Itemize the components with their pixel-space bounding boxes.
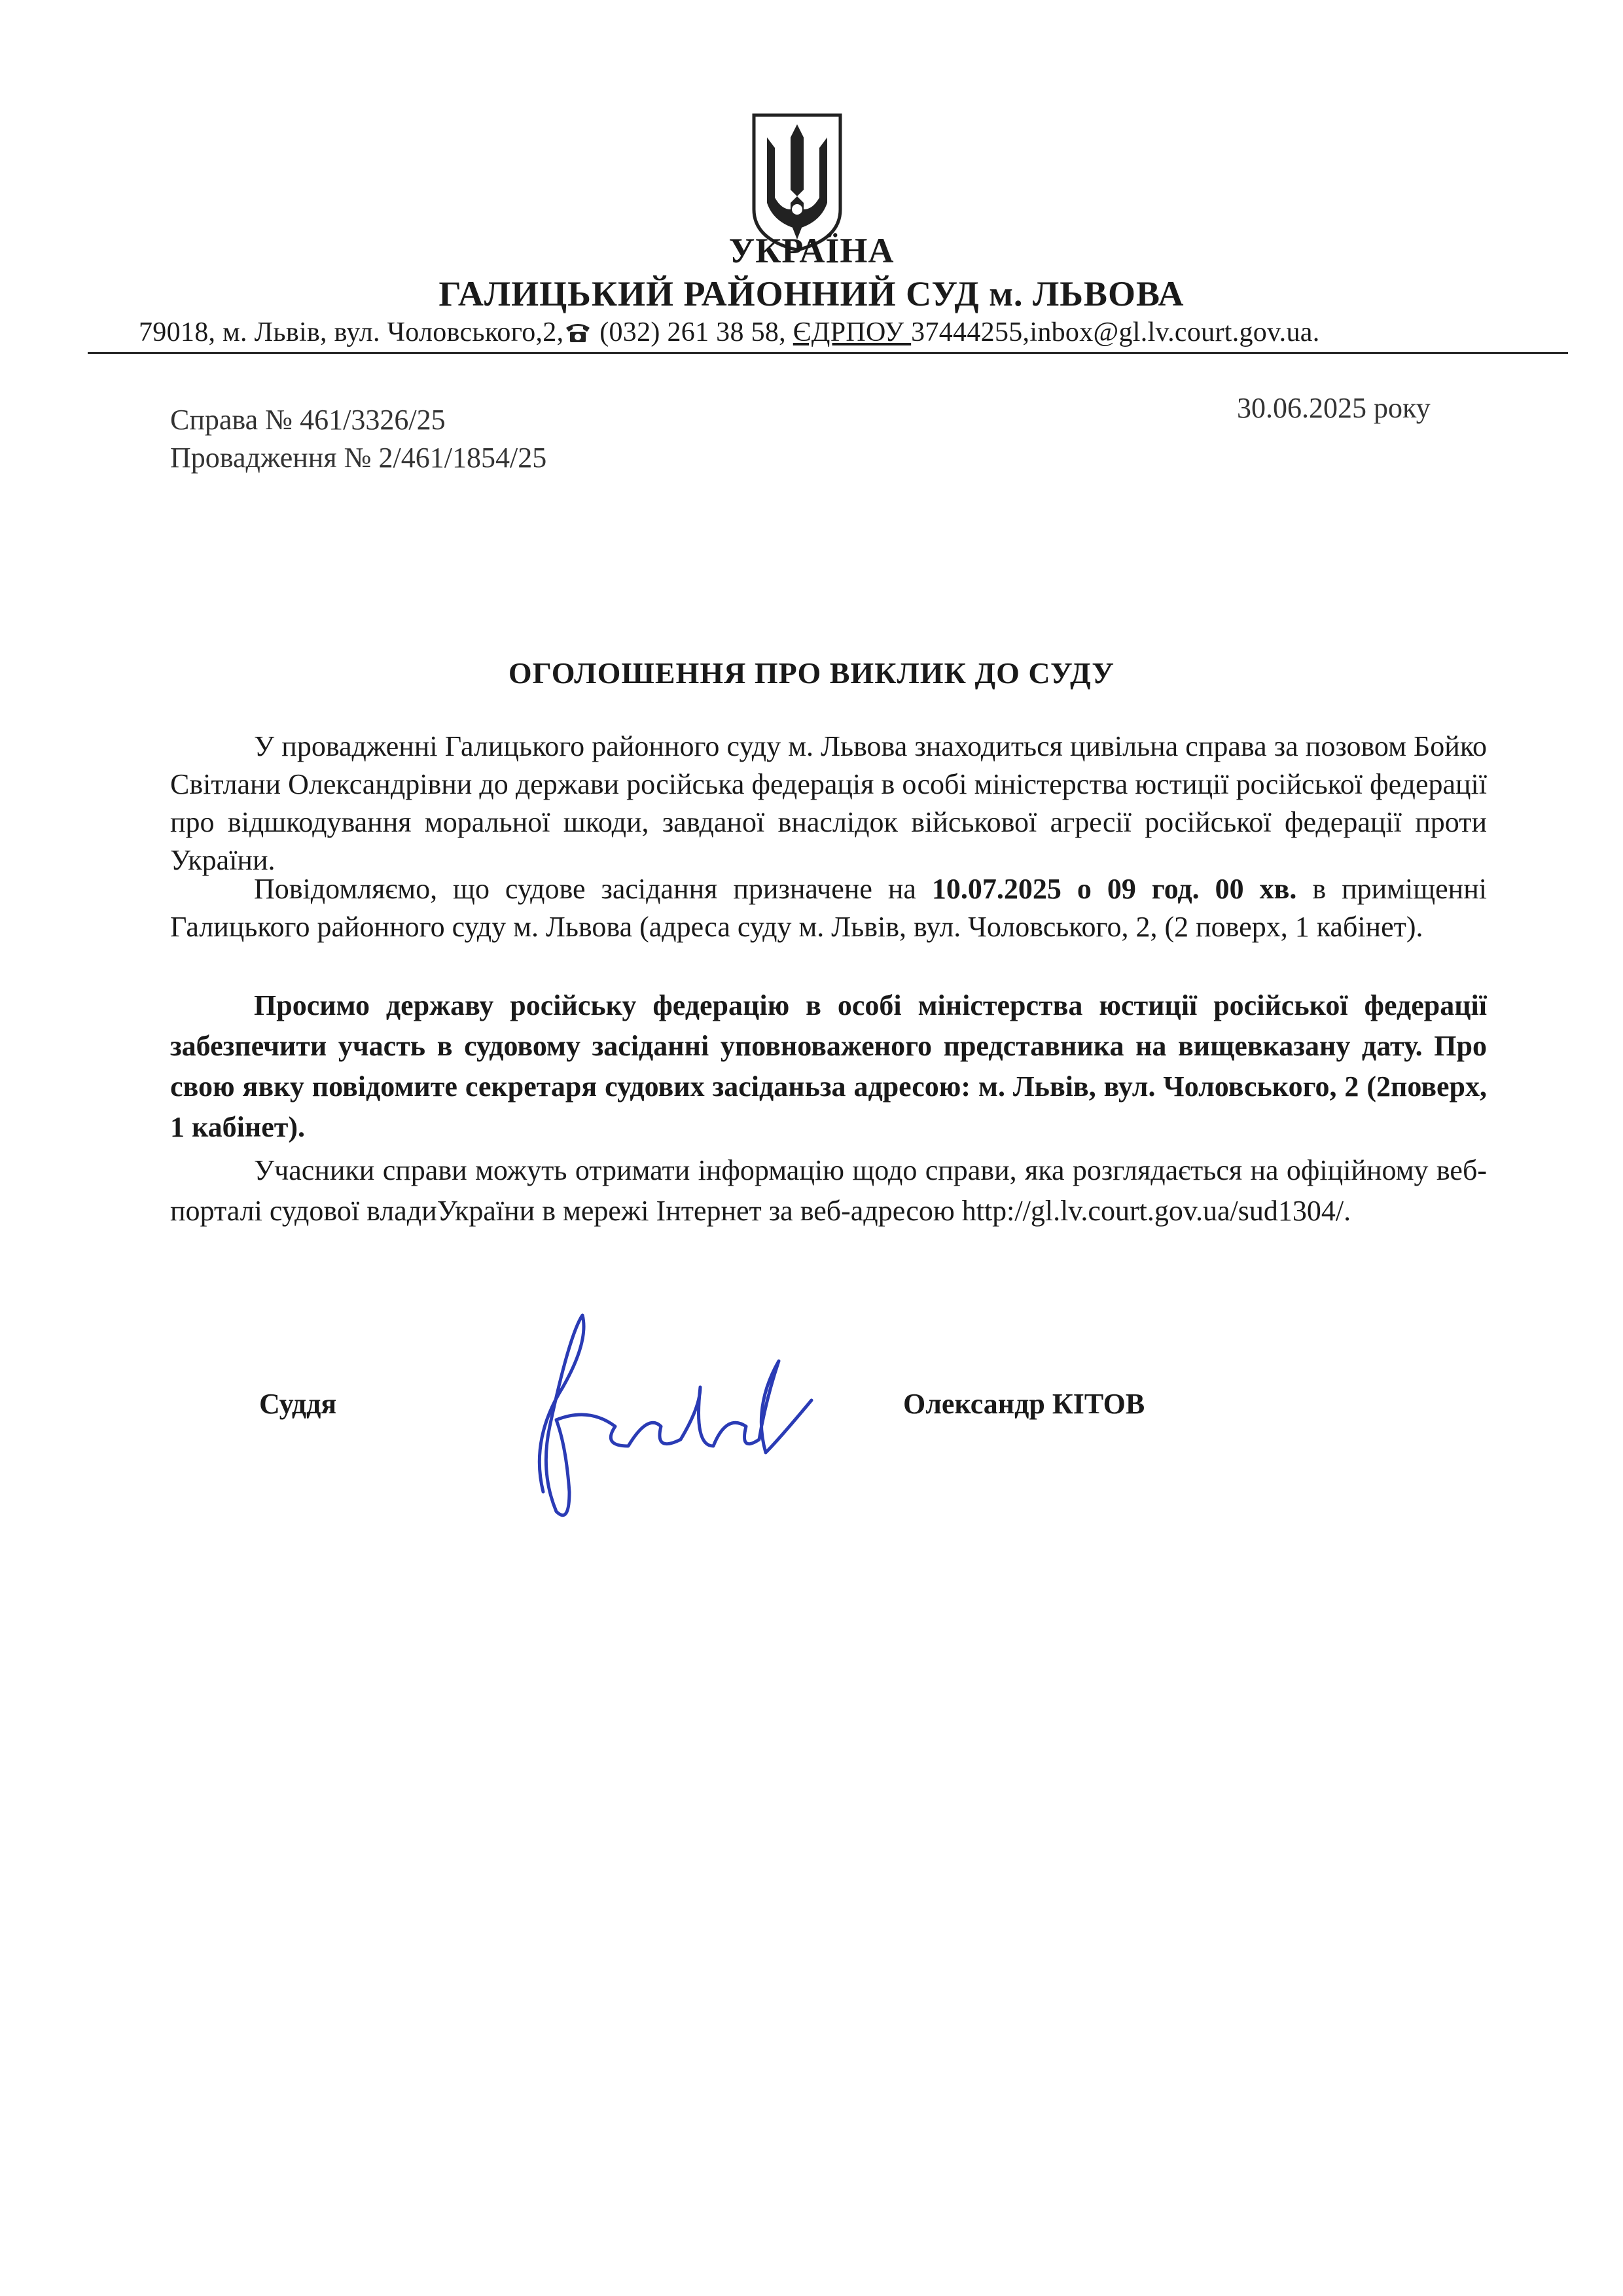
paragraph-info-text: Учасники справи можуть отримати інформацію щодо справи, яка розглядається на офіційному веб-порталі судової владиУкраїни в мережі Інтернет за веб-адресою http://gl.lv.court.gov.ua/sud1304/. [170, 1154, 1487, 1227]
country-heading: УКРАЇНА [728, 231, 895, 270]
paragraph-claim-text: У провадженні Галицького районного суду м. Львова знаходиться цивільна справа за позовом Бойко Світлани Олександрівни до держави російська федерація в особі міністерства юстиції російської федерації про відшкодування моральної шкоди, завданої внаслідок військової агресії російської федерації проти України. [170, 730, 1487, 876]
paragraph-request [170, 985, 1487, 1148]
header-divider [88, 352, 1568, 354]
proceeding-number: Провадження № 2/461/1854/25 [170, 442, 547, 474]
edrpou-email: 37444255,inbox@gl.lv.court.gov.ua. [911, 317, 1320, 347]
telephone-icon [563, 320, 592, 344]
hearing-datetime: 10.07.2025 о 09 год. 00 хв. [931, 873, 1297, 905]
paragraph-hearing-start: Повідомляємо, що судове засідання призначене на [254, 873, 932, 905]
court-name-heading: ГАЛИЦЬКИЙ РАЙОННИЙ СУД м. ЛЬВОВА [438, 274, 1185, 313]
paragraph-info [170, 1150, 1487, 1231]
paragraph-hearing [170, 870, 1487, 946]
document-date: 30.06.2025 року [1237, 392, 1431, 424]
judge-name: Олександр КІТОВ [903, 1388, 1145, 1420]
address-text: 79018, м. Львів, вул. Чоловського,2, [139, 317, 564, 347]
paragraph-request-text: Просимо державу російську федерацію в особі міністерства юстиції російської федерації забезпечити участь в судовому засіданні уповноваженого представника на вищевказану дату. Про свою явку повідомите секретаря судових засіданьза адресою: м. Львів, вул. Чоловського, 2 (2поверх, 1 кабінет). [170, 989, 1487, 1143]
paragraph-hearing-end: в приміщенні Галицького районного суду м. Львова (адреса суду м. Львів, вул. Чоловського, 2, (2 поверх, 1 кабінет). [170, 873, 1487, 943]
court-address-line [139, 317, 1552, 348]
case-number: Справа № 461/3326/25 [170, 404, 446, 436]
paragraph-claim [170, 728, 1487, 879]
phone-number: (032) 261 38 58, [592, 317, 793, 347]
edrpou-label: ЄДРПОУ [793, 317, 912, 347]
notice-title: ОГОЛОШЕННЯ ПРО ВИКЛИК ДО СУДУ [508, 656, 1115, 690]
handwritten-signature [504, 1296, 818, 1531]
judge-role: Суддя [259, 1388, 337, 1420]
